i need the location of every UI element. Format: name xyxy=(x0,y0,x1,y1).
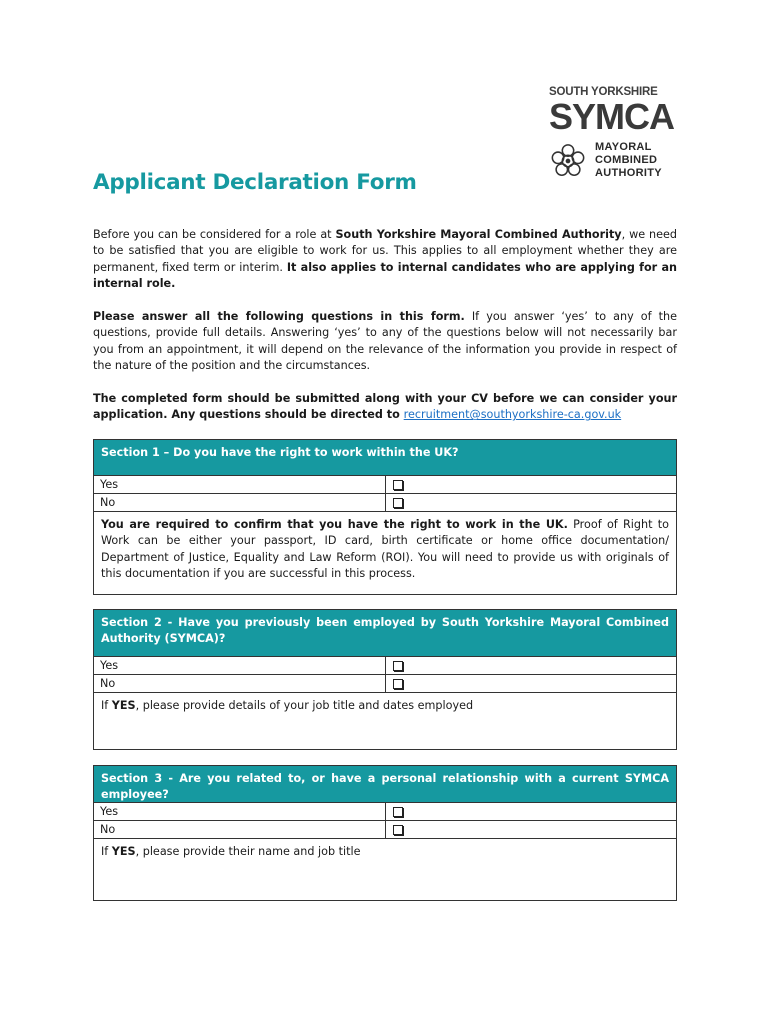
section-3-details-field[interactable]: If YES, please provide their name and job title xyxy=(101,845,361,858)
section-3-yes-label: Yes xyxy=(94,803,386,820)
section-1-no-label: No xyxy=(94,494,386,511)
section-2-yes-label: Yes xyxy=(94,657,386,674)
section-2-details-field[interactable]: If YES, please provide details of your job title and dates employed xyxy=(101,699,474,712)
section-3 xyxy=(93,765,677,901)
logo-line-mayoral: MAYORAL xyxy=(595,141,652,153)
section-2-no-label: No xyxy=(94,675,386,692)
section-1-yes-row xyxy=(94,476,676,494)
section-3-no-checkbox[interactable] xyxy=(393,825,403,835)
section-3-no-label: No xyxy=(94,821,386,838)
section-3-heading: Section 3 - Are you related to, or have a personal relationship with a current SYMCA employee? xyxy=(94,766,676,803)
logo-line-symca: SYMCA xyxy=(549,96,675,137)
section-1-yes-label: Yes xyxy=(94,476,386,493)
section-1-note: You are required to confirm that you have the right to work in the UK. Proof of Right to Work can be either your passport, ID card, birth certificate or home office documentation/ Department of Justice, Equality and Law Reform (ROI). You will need to provide us with originals of this documentation if you are successful in this process. xyxy=(101,518,669,581)
intro-paragraph-1: Before you can be considered for a role at South Yorkshire Mayoral Combined Authority, we need to be satisfied that you are eligible to work for us. This applies to all employment whether they are permanent, fixed term or interim. It also applies to internal candidates who are applying for an internal role. xyxy=(93,228,677,291)
intro-paragraph-2: Please answer all the following questions in this form. If you answer ‘yes’ to any of the questions, provide full details. Answering ‘yes’ to any of the questions below will not necessarily bar you from an appointment, it will depend on the relevance of the information you provide in respect of the nature of the position and the circumstances. xyxy=(93,310,677,373)
yorkshire-rose-icon xyxy=(549,142,587,180)
intro-paragraph-3: The completed form should be submitted along with your CV before we can consider your application. Any questions should be directed to recruitment@southyorkshire-ca.gov.uk xyxy=(93,392,677,422)
section-2-heading: Section 2 - Have you previously been employed by South Yorkshire Mayoral Combined Authority (SYMCA)? xyxy=(94,610,676,657)
section-3-yes-row xyxy=(94,803,676,821)
logo-line-authority: AUTHORITY xyxy=(595,167,662,179)
recruitment-email-link[interactable]: recruitment@southyorkshire-ca.gov.uk xyxy=(403,408,622,422)
section-1-yes-checkbox[interactable] xyxy=(393,480,403,490)
section-2 xyxy=(93,609,677,750)
symca-logo xyxy=(549,86,675,180)
logo-line-south-yorkshire: SOUTH YORKSHIRE xyxy=(549,86,658,98)
logo-line-combined: COMBINED xyxy=(595,154,658,166)
section-2-no-checkbox[interactable] xyxy=(393,679,403,689)
section-1-no-checkbox[interactable] xyxy=(393,498,403,508)
section-1-heading: Section 1 – Do you have the right to work within the UK? xyxy=(94,440,676,476)
section-1-no-row xyxy=(94,494,676,512)
section-2-yes-row xyxy=(94,657,676,675)
section-2-no-row xyxy=(94,675,676,693)
page-title: Applicant Declaration Form xyxy=(93,170,417,195)
section-3-no-row xyxy=(94,821,676,839)
section-2-yes-checkbox[interactable] xyxy=(393,661,403,671)
section-3-yes-checkbox[interactable] xyxy=(393,807,403,817)
section-1 xyxy=(93,439,677,595)
